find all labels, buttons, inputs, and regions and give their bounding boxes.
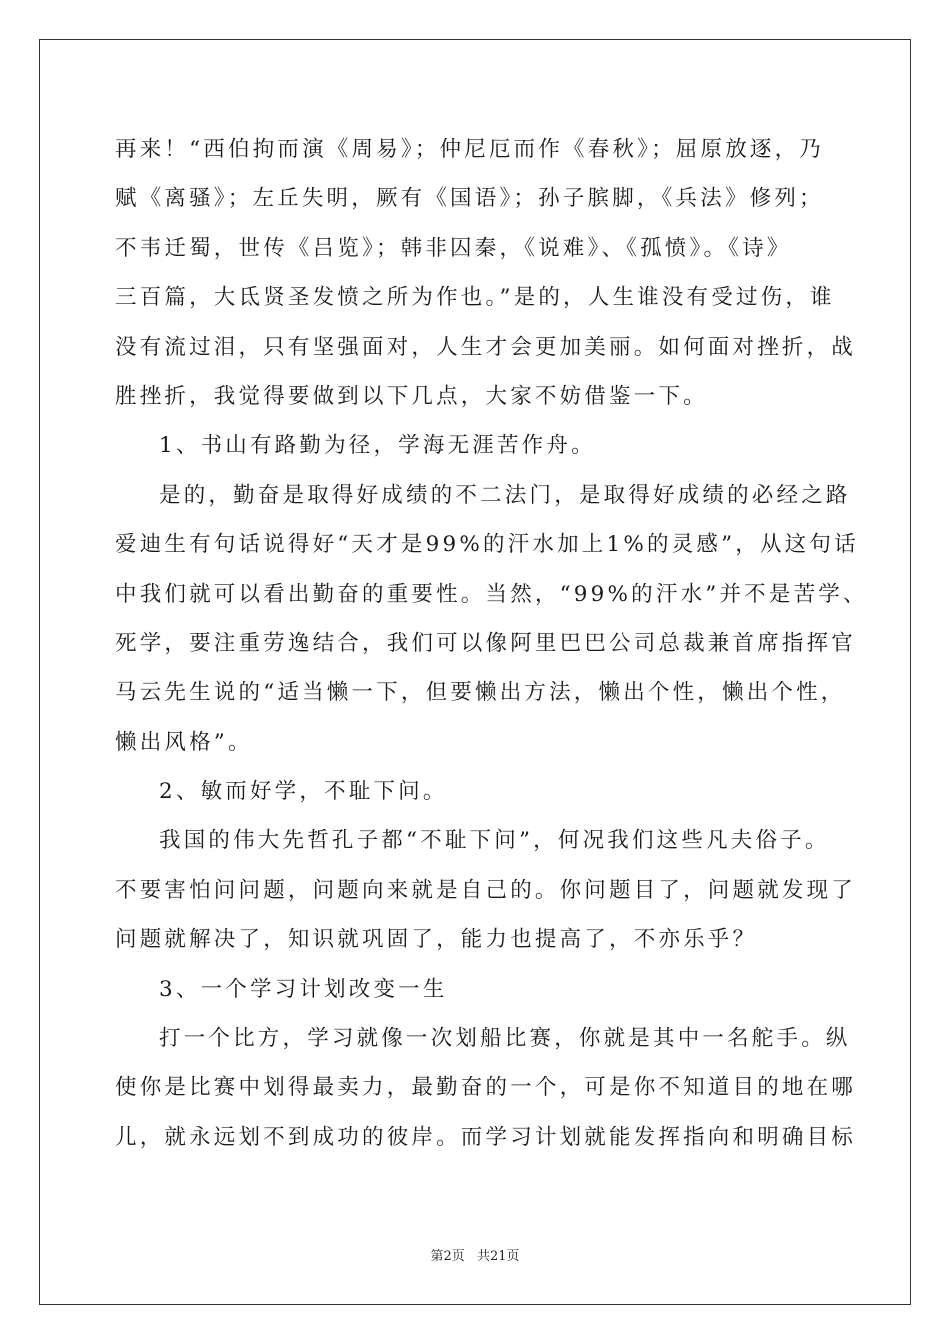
- text-line: 中我们就可以看出勤奋的重要性。当然，“99%的汗水”并不是苦学、: [115, 581, 868, 607]
- document-body: [115, 125, 868, 1162]
- section-heading-3: 3、一个学习计划改变一生: [159, 976, 448, 1002]
- text-line: 使你是比赛中划得最卖力，最勤奋的一个，可是你不知道目的地在哪: [115, 1075, 857, 1101]
- text-line: 再来！“西伯拘而演《周易》；仲尼厄而作《春秋》；屈原放逐，乃: [115, 137, 824, 162]
- text-line: 是的，勤奋是取得好成绩的不二法门，是取得好成绩的必经之路: [159, 482, 851, 508]
- page-total: 共21页: [476, 1249, 520, 1264]
- text-line: 懒出风格”。: [115, 729, 253, 755]
- text-line: 马云先生说的“适当懒一下，但要懒出方法，懒出个性，懒出个性，: [115, 680, 846, 706]
- text-line: 胜挫折，我觉得要做到以下几点，大家不妨借鉴一下。: [115, 383, 708, 409]
- text-line: 爱迪生有句话说得好“天才是99%的汗水加上1%的灵感”，从这句话: [115, 532, 859, 558]
- text-line: 赋《离骚》；左丘失明，厥有《国语》；孙子膑脚，《兵法》修列；: [115, 186, 824, 212]
- text-line: 儿，就永远划不到成功的彼岸。而学习计划就能发挥指向和明确目标: [115, 1124, 857, 1150]
- text-line: 问题就解决了，知识就巩固了，能力也提高了，不亦乐乎？: [115, 927, 758, 953]
- text-line: 不要害怕问问题，问题向来就是自己的。你问题目了，问题就发现了: [115, 877, 857, 903]
- section-heading-1: 1、书山有路勤为径，学海无涯苦作舟。: [159, 433, 596, 459]
- text-line: 打一个比方，学习就像一次划船比赛，你就是其中一名舵手。纵: [159, 1026, 851, 1052]
- page-footer: [0, 1245, 950, 1264]
- text-line: 三百篇，大氐贤圣发愤之所为作也。”是的，人生谁没有受过伤，谁: [115, 285, 835, 311]
- text-line: 我国的伟大先哲孔子都“不耻下问”，何况我们这些凡夫俗子。: [159, 828, 830, 854]
- page-number: 第2页: [430, 1249, 465, 1264]
- text-line: 没有流过泪，只有坚强面对，人生才会更加美丽。如何面对挫折，战: [115, 334, 857, 360]
- section-heading-2: 2、敏而好学，不耻下问。: [159, 779, 448, 805]
- text-line: 死学，要注重劳逸结合，我们可以像阿里巴巴公司总裁兼首席指挥官: [115, 630, 857, 656]
- text-line: 不韦迁蜀，世传《吕览》；韩非囚秦，《说难》、《孤愤》。《诗》: [115, 235, 792, 261]
